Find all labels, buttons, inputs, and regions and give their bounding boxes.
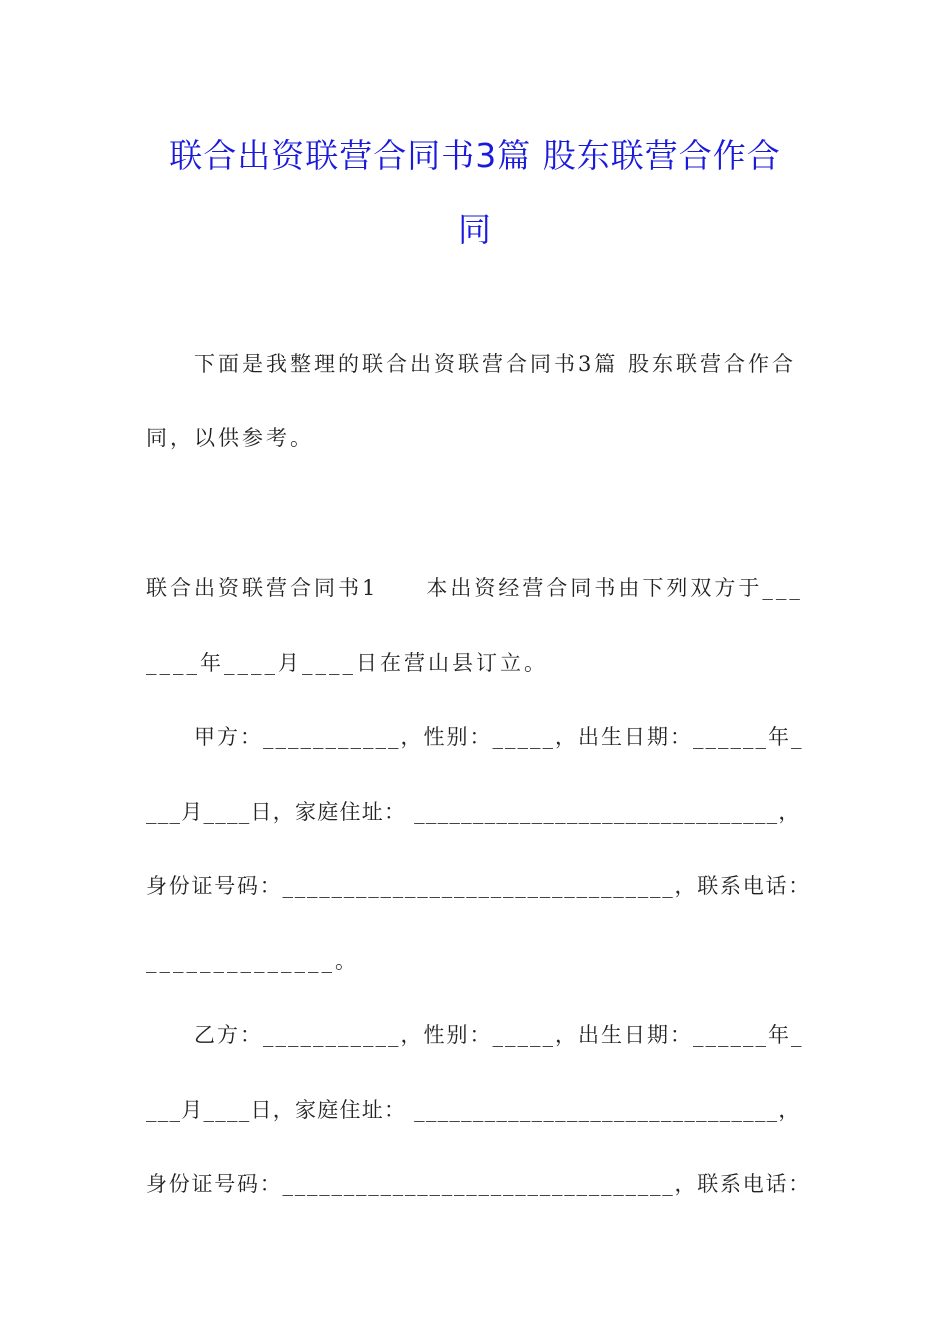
party-b-line-1: 乙方：___________，性别：_____，出生日期：______年_	[194, 1023, 804, 1047]
party-b-line-3: 身份证号码：________________________________，联系电话：	[146, 1172, 811, 1196]
party-b-line-2: ___月____日，家庭住址： _______________________________，	[146, 1098, 801, 1122]
party-a-line-1: 甲方：___________，性别：_____，出生日期：______年_	[194, 725, 804, 749]
contract-date-line: ____年____月____日在营山县订立。	[146, 651, 548, 675]
intro-line-2: 同，以供参考。	[146, 426, 314, 450]
document-title-line-1: 联合出资联营合同书3篇 股东联营合作合	[169, 136, 781, 175]
party-a-line-4: ______________。	[146, 949, 359, 973]
intro-line-1: 下面是我整理的联合出资联营合同书3篇 股东联营合作合	[194, 352, 797, 376]
party-a-line-2: ___月____日，家庭住址： _______________________________，	[146, 800, 801, 824]
document-title-line-2: 同	[458, 210, 492, 249]
party-a-line-3: 身份证号码：________________________________，联系电话：	[146, 874, 811, 898]
contract-heading-line: 联合出资联营合同书1 本出资经营合同书由下列双方于___	[146, 576, 803, 600]
